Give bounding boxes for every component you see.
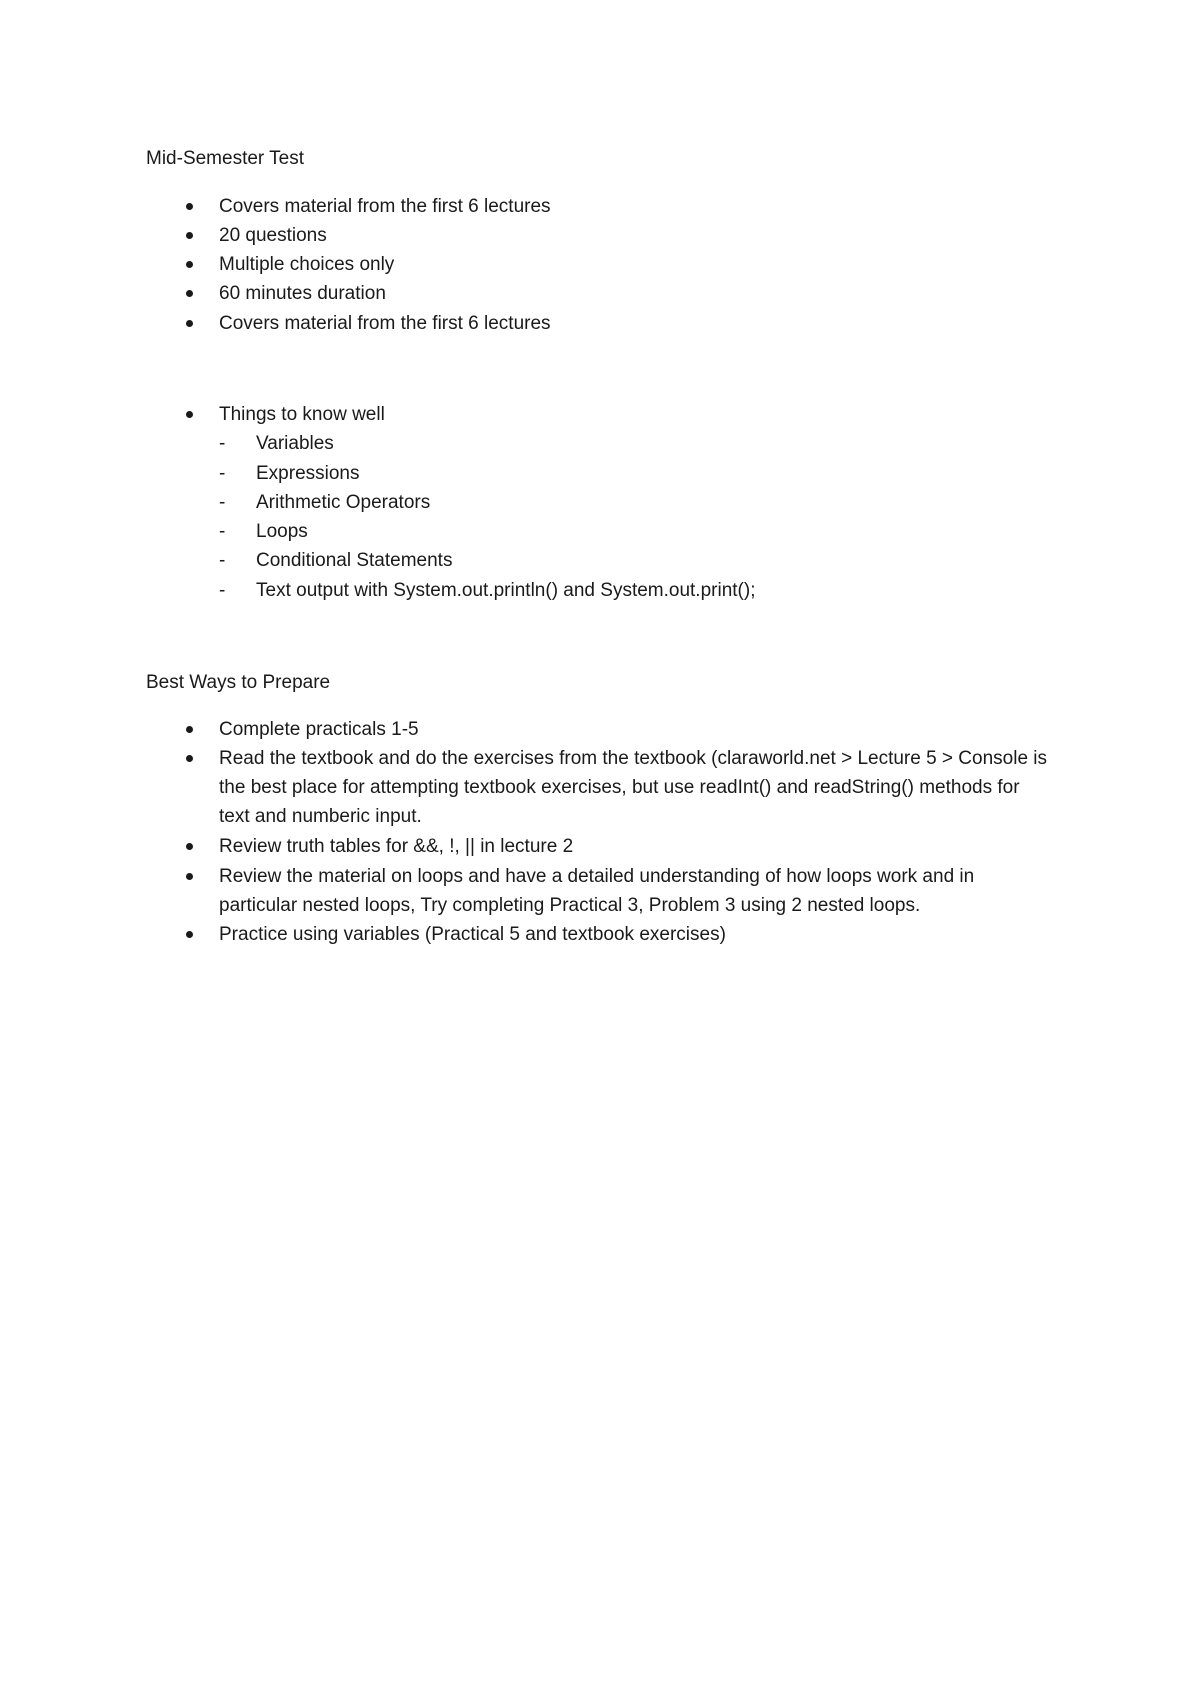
sub-list-item xyxy=(219,546,1056,575)
sub-list-item-text: Loops xyxy=(256,521,308,542)
dash-icon: - xyxy=(219,521,226,542)
list-item-text: 60 minutes duration xyxy=(219,283,386,304)
bullet-icon xyxy=(186,726,193,733)
sub-list-item xyxy=(219,488,1056,517)
bullet-icon xyxy=(186,232,193,239)
list-item-text: Covers material from the first 6 lectures xyxy=(219,196,551,217)
section-heading-mid-semester-test: Mid-Semester Test xyxy=(146,148,305,169)
bullet-icon xyxy=(186,203,193,210)
list-item xyxy=(219,920,1049,949)
list-item xyxy=(219,744,1049,831)
list-item-text: Review truth tables for &&, !, || in lecture 2 xyxy=(219,836,574,857)
sub-list-item xyxy=(219,517,1056,546)
sub-list-item-text: Expressions xyxy=(256,463,360,484)
list-item-text: Multiple choices only xyxy=(219,254,395,275)
sub-list-item xyxy=(219,459,1056,488)
sub-list-item-text: Arithmetic Operators xyxy=(256,492,431,513)
list-item xyxy=(219,279,1049,308)
bullet-icon xyxy=(186,261,193,268)
sub-list-item-text: Conditional Statements xyxy=(256,550,453,571)
bullet-icon xyxy=(186,873,193,880)
dash-icon: - xyxy=(219,550,226,571)
sub-list-item xyxy=(219,576,1056,605)
bullet-icon xyxy=(186,843,193,850)
bullet-icon xyxy=(186,931,193,938)
bullet-icon xyxy=(186,290,193,297)
list-item-text: Practice using variables (Practical 5 and textbook exercises) xyxy=(219,924,726,945)
bullet-icon xyxy=(186,755,193,762)
dash-icon: - xyxy=(219,492,226,513)
list-item xyxy=(219,832,1049,861)
list-item-text: Things to know well xyxy=(219,404,385,425)
list-item-text: 20 questions xyxy=(219,225,327,246)
list-item-things-to-know xyxy=(219,400,1049,429)
list-item-text: Covers material from the first 6 lectures xyxy=(219,313,551,334)
section-heading-best-ways-to-prepare: Best Ways to Prepare xyxy=(146,672,331,693)
bullet-icon xyxy=(186,411,193,418)
list-item xyxy=(219,862,1049,920)
sub-list-item xyxy=(219,429,1056,458)
list-item xyxy=(219,309,1049,338)
dash-icon: - xyxy=(219,463,226,484)
list-item-text: Review the material on loops and have a detailed understanding of how loops work and in particular nested loops, Try completing Practical 3, Problem 3 using 2 nested loops. xyxy=(219,866,975,916)
dash-icon: - xyxy=(219,580,226,601)
list-item xyxy=(219,250,1049,279)
dash-icon: - xyxy=(219,433,226,454)
list-item xyxy=(219,715,1049,744)
list-item-text: Read the textbook and do the exercises from the textbook (claraworld.net > Lecture 5 > Console is the best place for attempting textbook exercises, but use readInt() and readString() methods for text and numberic input. xyxy=(219,748,1048,827)
sub-list-item-text: Text output with System.out.println() and System.out.print(); xyxy=(256,580,756,601)
list-item-text: Complete practicals 1-5 xyxy=(219,719,419,740)
bullet-icon xyxy=(186,320,193,327)
sub-list-item-text: Variables xyxy=(256,433,334,454)
list-item xyxy=(219,192,1049,221)
list-item xyxy=(219,221,1049,250)
